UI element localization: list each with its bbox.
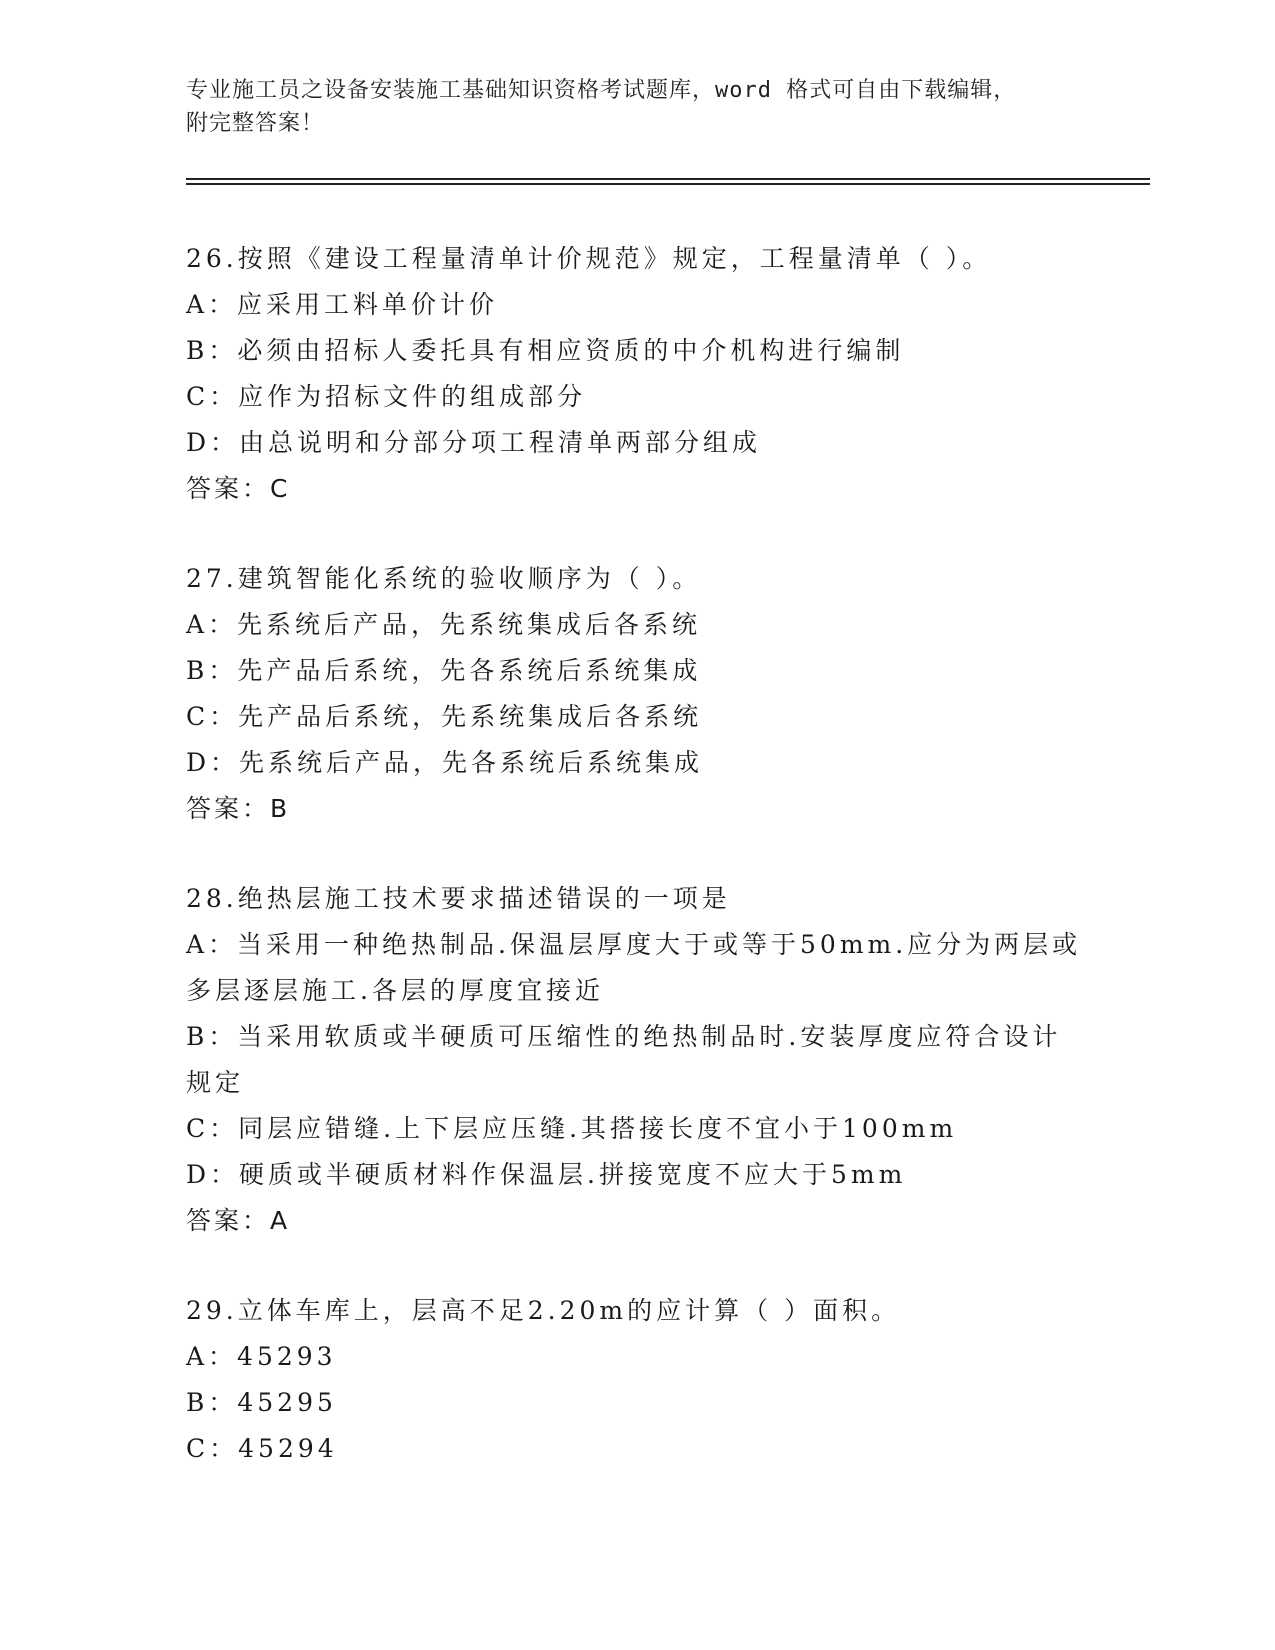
header-divider-bottom <box>186 183 1150 185</box>
answer-line: 答案：B <box>186 794 291 823</box>
question-stem: 28.绝热层施工技术要求描述错误的一项是 <box>186 884 731 913</box>
question-29 <box>186 1288 1086 1472</box>
option-a: A：45293 <box>186 1342 337 1371</box>
option-c: C：先产品后系统，先系统集成后各系统 <box>186 702 703 731</box>
option-b: B：45295 <box>186 1388 337 1417</box>
option-a: A：应采用工料单价计价 <box>186 290 499 319</box>
option-c: C：同层应错缝.上下层应压缝.其搭接长度不宜小于100mm <box>186 1114 958 1143</box>
question-27 <box>186 556 1086 832</box>
option-c: C：应作为招标文件的组成部分 <box>186 382 587 411</box>
header-line-1: 专业施工员之设备安装施工基础知识资格考试题库，word 格式可自由下载编辑， <box>186 78 1017 103</box>
question-stem: 27.建筑智能化系统的验收顺序为（ ）。 <box>186 564 702 593</box>
header-divider-top <box>186 178 1150 180</box>
option-b: B：必须由招标人委托具有相应资质的中介机构进行编制 <box>186 336 905 365</box>
option-a: A：当采用一种绝热制品.保温层厚度大于或等于50mm.应分为两层或多层逐层施工.各层的厚度宜接近 <box>186 930 1082 1005</box>
answer-line: 答案：C <box>186 474 291 503</box>
option-b: B：当采用软质或半硬质可压缩性的绝热制品时.安装厚度应符合设计规定 <box>186 1022 1062 1097</box>
document-header <box>186 74 1086 140</box>
option-c: C：45294 <box>186 1434 338 1463</box>
question-stem: 26.按照《建设工程量清单计价规范》规定，工程量清单（ ）。 <box>186 244 992 273</box>
answer-line: 答案：A <box>186 1206 291 1235</box>
option-d: D：先系统后产品，先各系统后系统集成 <box>186 748 704 777</box>
option-d: D：由总说明和分部分项工程清单两部分组成 <box>186 428 762 457</box>
option-d: D：硬质或半硬质材料作保温层.拼接宽度不应大于5mm <box>186 1160 907 1189</box>
option-a: A：先系统后产品，先系统集成后各系统 <box>186 610 702 639</box>
header-line-2: 附完整答案！ <box>186 111 325 136</box>
question-28 <box>186 876 1086 1244</box>
question-stem: 29.立体车库上，层高不足2.20m的应计算（ ）面积。 <box>186 1296 901 1325</box>
option-b: B：先产品后系统，先各系统后系统集成 <box>186 656 702 685</box>
question-26 <box>186 236 1086 512</box>
